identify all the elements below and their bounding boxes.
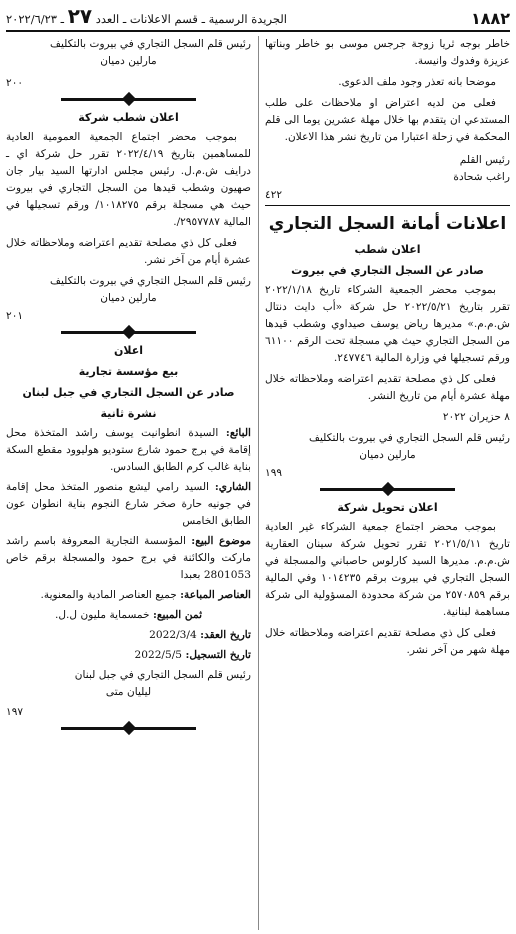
paragraph: موضحا بانه تعذر وجود ملف الدعوى. bbox=[338, 76, 496, 88]
notice-date: ٨ حزيران ٢٠٢٢ bbox=[442, 411, 510, 423]
page-header bbox=[6, 6, 510, 32]
signature-name: راغب شحادة bbox=[453, 171, 510, 183]
column-divider bbox=[258, 36, 259, 930]
buyer-entry bbox=[6, 479, 251, 530]
paragraph: بموجب محضر الجمعية الشركاء تاريخ ٢٠٢٢/١/١٨ تقرر بتاريخ ٢٠٢٢/٥/٢١ حل شركة «أب دايت دنتال ش.م.م.» مديرها رياض يوسف صيداوي وشطب قيدها من السجل التجاري حيث هي مسجلة تحت الرقم ٦١١٠٠ ورقم تسجيلها في وزارة المالية ٢٤٧٧٤٦. bbox=[265, 284, 510, 364]
paragraph: فعلى كل ذي مصلحة تقديم اعتراضه وملاحظاته خلال مهلة شهر من آخر نشر. bbox=[265, 627, 510, 656]
signature-name: مارلين دميان bbox=[100, 55, 157, 67]
signature-name: ليليان متى bbox=[105, 686, 152, 698]
signature-title: رئيس قلم السجل التجاري في بيروت بالتكليف bbox=[49, 275, 251, 287]
buyer-text: السيد رامي ليشع منصور المتخذ محل إقامة في جونيه حارة صخر شارع النجوم بناية انطوان عون الطابق الخامس bbox=[6, 481, 251, 527]
subject-label: موضوع البيع: bbox=[191, 535, 251, 547]
right-column bbox=[265, 36, 510, 663]
registration-date-entry bbox=[6, 647, 251, 664]
ornament-divider bbox=[265, 482, 510, 494]
price-entry bbox=[6, 607, 251, 624]
signature-title: رئيس القلم bbox=[459, 154, 510, 166]
registration-date-label: تاريخ التسجيل: bbox=[185, 649, 251, 661]
notice-number: ١٩٧ bbox=[6, 706, 24, 718]
paragraph: خاطر بوجه ثريا زوجة جرجس موسى بو خاطر وبناتها عزيزة وفدوك وانيسة. bbox=[265, 38, 510, 67]
paragraph: بموجب محضر اجتماع الجمعية العمومية العادية للمساهمين بتاريخ ٢٠٢٢/٤/١٩ تقرر حل شركة اي ـ درايف ش.م.ل. رئيس مجلس ادارتها السيد بيار جان صهيون وشطب قيدها من السجل التجاري في بيروت حيث هي مسجلة برقم ١٠١٨٢٧٥/ ورقم تسجيلها في المالية ٢٩٥٧٧٨٧/. bbox=[6, 131, 252, 228]
notice-number: ١٩٩ bbox=[265, 467, 283, 479]
price-label: ثمن المبيع: bbox=[152, 609, 203, 621]
ornament-divider bbox=[6, 92, 251, 104]
seller-label: البائع: bbox=[225, 427, 251, 439]
signature-title: رئيس قلم السجل التجاري في جبل لبنان bbox=[74, 669, 251, 681]
subject-entry bbox=[6, 533, 251, 584]
price-text: خمسماية مليون ل.ل. bbox=[54, 609, 150, 621]
elements-text: جميع العناصر المادية والمعنوية. bbox=[40, 589, 177, 601]
signature-title: رئيس قلم السجل التجاري في بيروت بالتكليف bbox=[49, 38, 251, 50]
notice-edition: نشرة ثانية bbox=[100, 407, 157, 420]
notice-number: ٢٠١ bbox=[6, 310, 24, 322]
paragraph: فعلى من لديه اعتراض او ملاحظات على طلب المستدعي ان يتقدم بها خلال مهلة عشرين يوما الى قلم المحكمة في زحلة اعتبارا من تاريخ نشر هذا الاعلان. bbox=[265, 97, 510, 143]
notice-subtitle: صادر عن السجل التجاري في بيروت bbox=[291, 264, 484, 277]
registration-date: 2022/5/5 bbox=[134, 649, 183, 661]
notice-title: اعلان شطب شركة bbox=[78, 111, 179, 124]
seller-entry bbox=[6, 425, 251, 476]
notice-number: ٤٢٢ bbox=[265, 189, 283, 201]
subject-text: المؤسسة التجارية المعروفة باسم راشد ماركت والكائنة في برج حمود والمسجلة برقم خاص 2801053 بعبدا bbox=[6, 535, 251, 581]
notice-subtitle: بيع مؤسسة تجارية bbox=[78, 365, 179, 378]
paragraph: فعلى كل ذي مصلحة تقديم اعتراضه وملاحظاته خلال مهلة عشرة أيام من تاريخ النشر. bbox=[265, 373, 510, 402]
left-column bbox=[6, 36, 251, 737]
signature-name: مارلين دميان bbox=[100, 292, 157, 304]
contract-date-entry bbox=[6, 627, 251, 644]
elements-label: العناصر المباعة: bbox=[180, 589, 251, 601]
page-number: ١٨٨٢ bbox=[470, 9, 510, 28]
running-header bbox=[6, 4, 287, 28]
paragraph: فعلى كل ذي مصلحة تقديم اعتراضه وملاحظاته خلال عشرة أيام من آخر نشر. bbox=[6, 237, 251, 266]
ornament-divider bbox=[6, 721, 251, 733]
notice-subtitle: صادر عن السجل التجاري في جبل لبنان bbox=[22, 386, 235, 399]
divider bbox=[265, 205, 510, 206]
signature-name: مارلين دميان bbox=[359, 449, 416, 461]
section-title: اعلانات أمانة السجل التجاري bbox=[268, 214, 507, 234]
issue-number: ٢٧ bbox=[67, 4, 93, 28]
notice-number: ٢٠٠ bbox=[6, 77, 24, 89]
signature-title: رئيس قلم السجل التجاري في بيروت بالتكليف bbox=[308, 432, 510, 444]
seller-text: السيدة انطوانيت يوسف راشد المتخذة محل إقامة في برج حمود شارع ستوديو هوليوود مقطع السكة بناية غالب كرم الطابق السادس. bbox=[6, 427, 251, 473]
issue-date: ـ ٢٠٢٢/٦/٢٣ bbox=[6, 12, 65, 26]
contract-date-label: تاريخ العقد: bbox=[200, 629, 251, 641]
contract-date: 2022/3/4 bbox=[149, 629, 197, 641]
notice-title: اعلان شطب bbox=[354, 243, 421, 256]
runner-text: الجريدة الرسمية ـ قسم الاعلانات ـ العدد bbox=[95, 12, 287, 26]
buyer-label: الشاري: bbox=[214, 481, 252, 493]
notice-title: اعلان تحويل شركة bbox=[337, 501, 438, 514]
paragraph: بموجب محضر اجتماع جمعية الشركاء غير العادية تاريخ ٢٠٢١/٥/١١ تقرر تحويل شركة سينان العقارية ش.م.م. مديرها السيد كارلوس حاصباني والمسجلة في السجل التجاري في بيروت برقم ١٠١٤٢٣٥ وفي المالية برقم ٢٥٧٠٨٥٩ من شركة محدودة المسؤولية الى شركة مساهمة لبنانية. bbox=[265, 521, 510, 618]
elements-entry bbox=[6, 587, 251, 604]
notice-title: اعلان bbox=[113, 344, 144, 357]
ornament-divider bbox=[6, 325, 251, 337]
